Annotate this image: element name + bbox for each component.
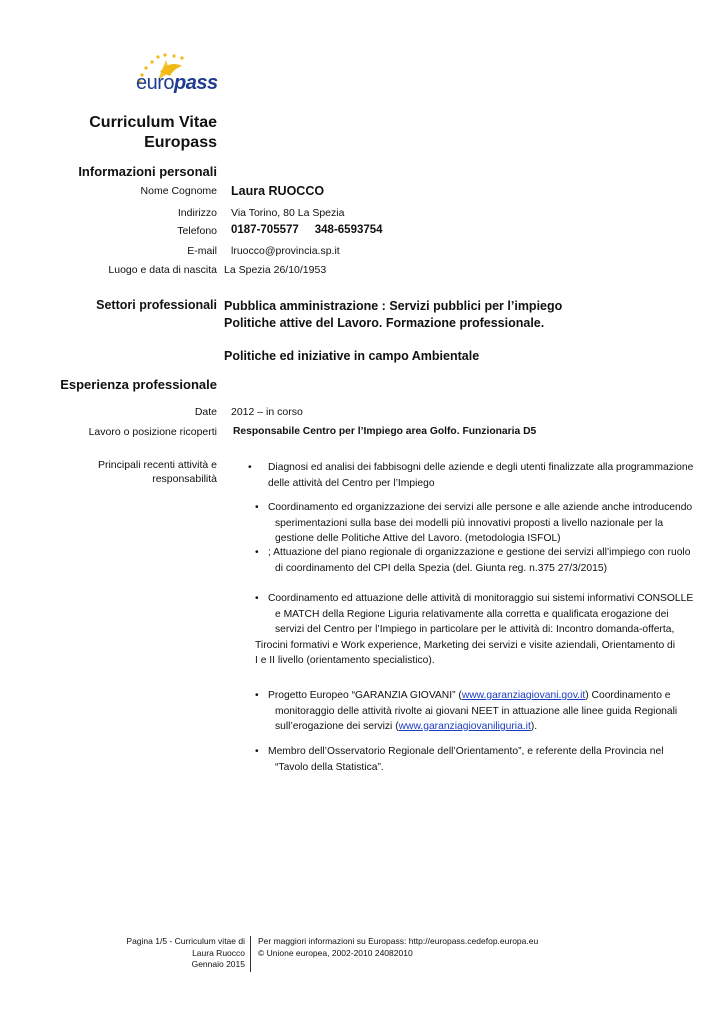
address-value: Via Torino, 80 La Spezia xyxy=(231,207,345,219)
email-label: E-mail xyxy=(187,245,217,257)
birth-label: Luogo e data di nascita xyxy=(108,264,217,276)
footer-divider xyxy=(250,936,251,972)
phone-label: Telefono xyxy=(177,225,217,237)
name-value: Laura RUOCCO xyxy=(231,184,325,198)
role-value: Responsabile Centro per l’Impiego area Golfo. Funzionaria D5 xyxy=(233,426,537,437)
address-label: Indirizzo xyxy=(177,207,217,219)
garanzia-giovani-link[interactable]: www.garanziagiovani.gov.it xyxy=(461,690,586,701)
cv-title: Curriculum Vitae Europass xyxy=(89,114,217,151)
phone-value: 0187-705577 348-6593754 xyxy=(231,224,383,236)
sectors-line-2: Politiche attive del Lavoro. Formazione professionale. xyxy=(224,316,545,330)
garanzia-liguria-link[interactable]: www.garanziagiovaniliguria.it xyxy=(398,721,531,732)
europass-logo xyxy=(122,50,237,100)
date-label: Date xyxy=(194,406,217,418)
europass-wordmark: europass xyxy=(136,72,218,94)
role-label: Lavoro o posizione ricoperti xyxy=(88,426,217,438)
date-value: 2012 – in corso xyxy=(231,406,303,418)
email-value: lruocco@provincia.sp.it xyxy=(231,245,340,257)
sectors-heading: Settori professionali xyxy=(96,298,217,312)
footer-europass-info: Per maggiori informazioni su Europass: http://europass.cedefop.europa.eu © Unione europea, 2002-2010 24082010 xyxy=(258,936,539,958)
sectors-line-1: Pubblica amministrazione : Servizi pubblici per l’impiego xyxy=(224,299,563,313)
footer-page-info: Pagina 1/5 - Curriculum vitae di Laura Ruocco Gennaio 2015 xyxy=(126,936,245,969)
experience-heading: Esperienza professionale xyxy=(60,377,217,392)
activities-label: Principali recenti attività e responsabilità xyxy=(97,459,217,485)
personal-info-heading: Informazioni personali xyxy=(78,164,217,179)
birth-value: La Spezia 26/10/1953 xyxy=(224,264,327,276)
sectors-line-3: Politiche ed iniziative in campo Ambientale xyxy=(224,349,480,363)
name-label: Nome Cognome xyxy=(140,185,217,197)
